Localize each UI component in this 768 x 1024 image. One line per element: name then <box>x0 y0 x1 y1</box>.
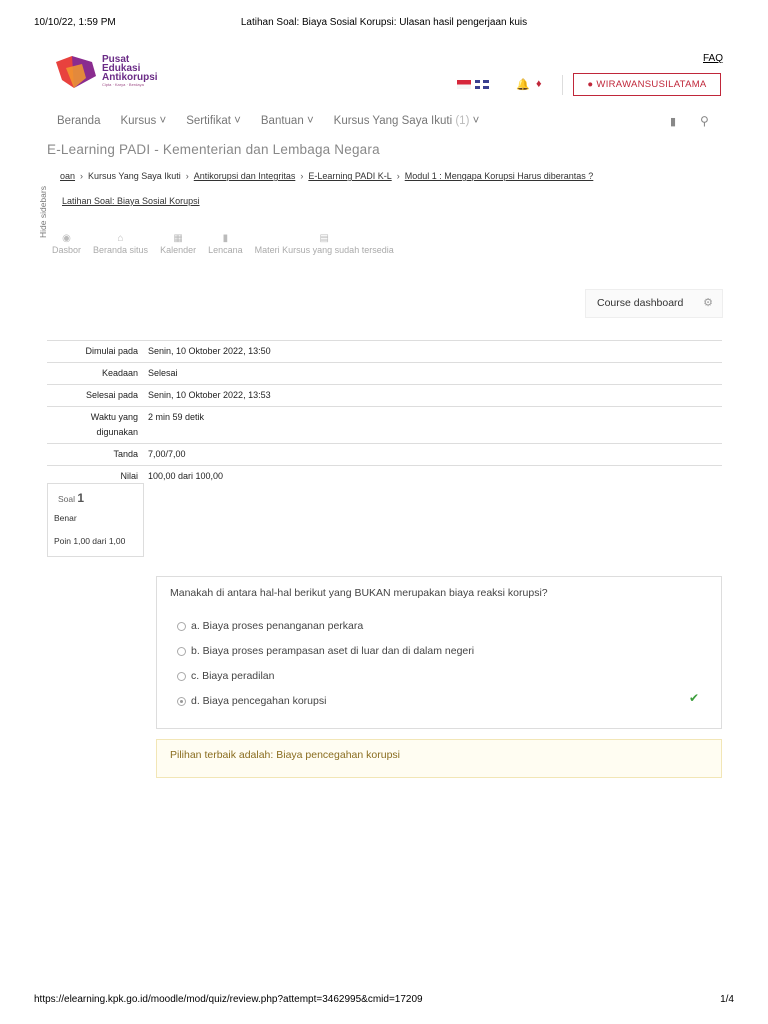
breadcrumb-item[interactable]: Modul 1 : Mengapa Korupsi Harus diberantas ? <box>404 171 594 181</box>
answer-label: a. Biaya proses penanganan perkara <box>191 620 364 632</box>
quick-link-label: Beranda situs <box>93 245 149 255</box>
summary-label: Dimulai pada <box>47 341 143 363</box>
radio-button[interactable] <box>177 672 186 681</box>
user-menu-button[interactable] <box>573 73 721 96</box>
breadcrumb-separator: › <box>396 171 400 181</box>
nav-label: Beranda <box>57 115 101 127</box>
hide-sidebars-toggle[interactable]: Hide sidebars <box>38 186 48 238</box>
bookmark-icon[interactable]: ▮ <box>670 116 677 128</box>
user-name: WIRAWANSUSILATAMA <box>596 79 707 90</box>
nav-my-courses[interactable] <box>334 115 480 127</box>
question-text: Manakah di antara hal-hal berikut yang BUKAN merupakan biaya reaksi korupsi? <box>170 587 548 599</box>
answer-option[interactable] <box>177 620 363 632</box>
indonesia-flag-icon[interactable] <box>457 80 471 89</box>
chevron-down-icon: ˅ <box>234 115 241 127</box>
calendar-icon: ▦ <box>173 233 183 244</box>
answer-label: c. Biaya peradilan <box>191 670 275 682</box>
answer-label: d. Biaya pencegahan korupsi <box>191 695 327 707</box>
quick-link-beranda-situs[interactable] <box>93 233 148 255</box>
table-row <box>47 385 722 407</box>
answer-option[interactable] <box>177 670 274 682</box>
correct-check-icon: ✔ <box>688 691 699 705</box>
radio-button[interactable] <box>177 647 186 656</box>
summary-label: Selesai pada <box>47 385 143 407</box>
chevron-down-icon: ˅ <box>472 115 480 127</box>
breadcrumb-item[interactable]: E-Learning PADI K-L <box>308 171 392 181</box>
summary-label: Keadaan <box>47 363 143 385</box>
quick-link-dasbor[interactable] <box>52 233 81 255</box>
summary-value: 100,00 dari 100,00 <box>143 466 722 488</box>
language-flags <box>457 80 489 89</box>
print-datetime: 10/10/22, 1:59 PM <box>34 17 116 28</box>
table-row <box>47 466 722 488</box>
question-number-value: 1 <box>77 491 85 505</box>
bell-icon[interactable]: 🔔 <box>516 79 530 91</box>
quick-link-label: Lencana <box>208 245 243 255</box>
search-icon[interactable]: ⚲ <box>700 114 709 128</box>
chevron-down-icon: ˅ <box>159 115 167 127</box>
logo-tagline: Cipta · Karya · Berdaya <box>102 82 144 87</box>
feedback-text: Pilihan terbaik adalah: Biaya pencegahan korupsi <box>170 749 400 761</box>
table-row <box>47 444 722 466</box>
print-page-number: 1/4 <box>720 994 734 1005</box>
breadcrumb-item[interactable]: Kursus Yang Saya Ikuti <box>88 171 181 181</box>
attempt-summary-table <box>47 340 722 487</box>
print-url: https://elearning.kpk.go.id/moodle/mod/quiz/review.php?attempt=3462995&cmid=17209 <box>34 994 423 1005</box>
quick-link-materi[interactable] <box>255 233 394 255</box>
logo-line-3: Antikorupsi <box>102 72 158 83</box>
quick-link-lencana[interactable] <box>208 233 243 255</box>
print-title: Latihan Soal: Biaya Sosial Korupsi: Ulasan hasil pengerjaan kuis <box>240 17 528 28</box>
nav-label: Kursus Yang Saya Ikuti <box>333 115 453 127</box>
breadcrumb <box>60 171 593 181</box>
summary-label: Tanda <box>47 444 143 466</box>
table-row <box>47 407 722 444</box>
table-row <box>47 341 722 363</box>
summary-value: 7,00/7,00 <box>143 444 722 466</box>
question-label: Soal <box>58 494 76 504</box>
summary-label: Waktu yang digunakan <box>47 407 143 444</box>
quick-links <box>52 233 394 255</box>
header-divider <box>562 75 563 95</box>
site-logo[interactable] <box>52 52 162 92</box>
dashboard-icon: ◉ <box>62 233 71 244</box>
breadcrumb-separator: › <box>300 171 304 181</box>
summary-value: Selesai <box>143 363 722 385</box>
answer-option[interactable] <box>177 645 474 657</box>
main-nav <box>57 115 479 127</box>
nav-bantuan[interactable] <box>261 115 314 127</box>
summary-value: 2 min 59 detik <box>143 407 722 444</box>
quick-link-label: Materi Kursus yang sudah tersedia <box>254 245 394 255</box>
quick-link-kalender[interactable] <box>160 233 196 255</box>
question-box <box>156 576 722 729</box>
table-row <box>47 363 722 385</box>
answer-option-selected[interactable] <box>177 695 326 707</box>
user-icon: ● <box>587 79 594 90</box>
chat-icon[interactable]: ♦ <box>536 78 542 90</box>
radio-button-checked[interactable] <box>177 697 186 706</box>
logo-line-2: Edukasi <box>102 63 141 74</box>
chevron-down-icon: ˅ <box>306 115 314 127</box>
question-state: Benar <box>54 513 77 523</box>
nav-sertifikat[interactable] <box>186 115 241 127</box>
nav-label: Bantuan <box>260 115 304 127</box>
quick-link-label: Kalender <box>160 245 197 255</box>
summary-value: Senin, 10 Oktober 2022, 13:53 <box>143 385 722 407</box>
question-grade: Poin 1,00 dari 1,00 <box>54 536 126 546</box>
feedback-box <box>156 739 722 778</box>
nav-label: Sertifikat <box>186 115 231 127</box>
breadcrumb-current[interactable]: Latihan Soal: Biaya Sosial Korupsi <box>62 196 200 206</box>
summary-label: Nilai <box>47 466 143 488</box>
courses-count: (1) <box>455 115 470 127</box>
nav-kursus[interactable] <box>120 115 166 127</box>
radio-button[interactable] <box>177 622 186 631</box>
site-title: E-Learning PADI - Kementerian dan Lembaga Negara <box>47 142 380 157</box>
logo-mark-icon <box>52 54 98 90</box>
question-info <box>47 483 144 557</box>
breadcrumb-separator: › <box>185 171 189 181</box>
faq-link[interactable]: FAQ <box>703 53 724 64</box>
badge-icon: ▮ <box>222 233 229 244</box>
book-icon: ▤ <box>319 233 329 244</box>
logo-line-1: Pusat <box>102 54 130 65</box>
uk-flag-icon[interactable] <box>475 80 489 89</box>
question-number <box>58 491 84 505</box>
home-icon: ⌂ <box>117 233 124 244</box>
course-dashboard-button[interactable] <box>585 289 723 318</box>
breadcrumb-item[interactable]: Antikorupsi dan Integritas <box>193 171 296 181</box>
nav-label: Kursus <box>120 115 157 127</box>
gear-icon: ⚙ <box>703 297 713 309</box>
breadcrumb-item[interactable]: oan <box>60 171 76 181</box>
answer-label: b. Biaya proses perampasan aset di luar dan di dalam negeri <box>191 645 475 657</box>
breadcrumb-separator: › <box>80 171 84 181</box>
nav-beranda[interactable] <box>57 115 100 127</box>
quick-link-label: Dasbor <box>52 245 82 255</box>
summary-value: Senin, 10 Oktober 2022, 13:50 <box>143 341 722 363</box>
logo-text <box>102 55 158 88</box>
course-dashboard-label: Course dashboard <box>597 297 684 309</box>
